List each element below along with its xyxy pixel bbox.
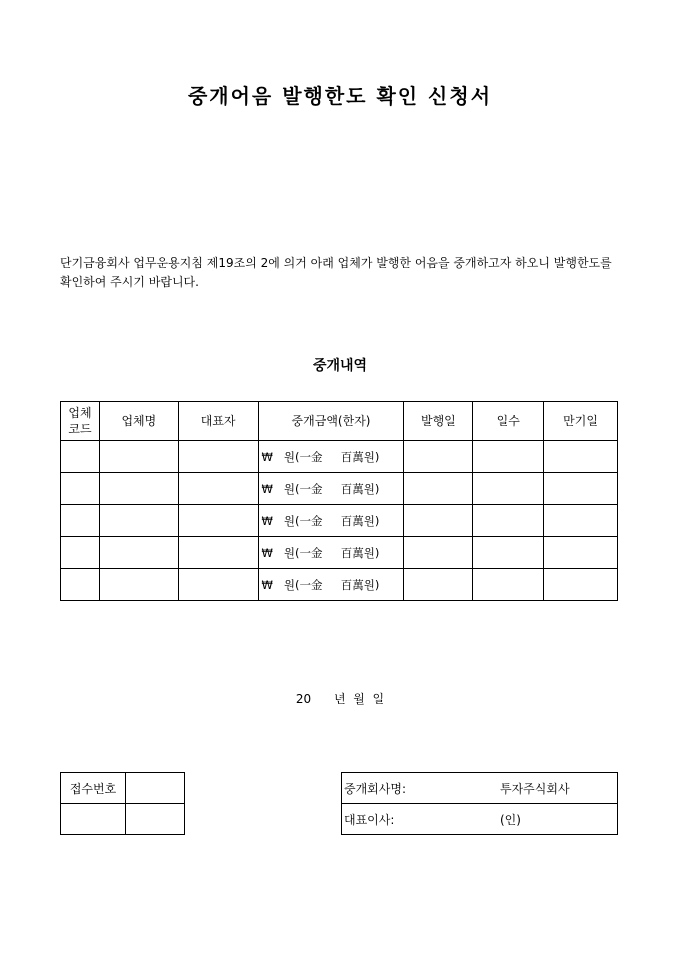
cell-days[interactable] — [473, 441, 544, 473]
cell-company-code[interactable] — [61, 537, 100, 569]
cell-amount[interactable]: ₩ 원(一金 百萬원) — [258, 569, 404, 601]
broker-ceo-label: 대표이사: — [344, 812, 395, 827]
cell-company-code[interactable] — [61, 473, 100, 505]
table-row — [61, 505, 618, 537]
cell-representative[interactable] — [178, 473, 258, 505]
broker-ceo-row — [342, 804, 618, 835]
cell-company-name[interactable] — [99, 441, 178, 473]
header-company-name: 업체명 — [99, 402, 178, 441]
cell-company-code[interactable] — [61, 441, 100, 473]
header-company-code: 업체 코드 — [61, 402, 100, 441]
broker-company-row — [342, 773, 618, 804]
cell-issue-date[interactable] — [404, 505, 473, 537]
broker-seal: (인) — [500, 812, 521, 827]
table-row — [61, 569, 618, 601]
header-representative: 대표자 — [178, 402, 258, 441]
cell-company-name[interactable] — [99, 537, 178, 569]
cell-company-name[interactable] — [99, 473, 178, 505]
receipt-number-label: 접수번호 — [61, 773, 126, 804]
cell-maturity-date[interactable] — [544, 537, 618, 569]
table-row — [61, 537, 618, 569]
cell-representative[interactable] — [178, 537, 258, 569]
cell-representative[interactable] — [178, 441, 258, 473]
cell-issue-date[interactable] — [404, 441, 473, 473]
cell-days[interactable] — [473, 505, 544, 537]
cell-company-code[interactable] — [61, 569, 100, 601]
cell-maturity-date[interactable] — [544, 473, 618, 505]
cell-representative[interactable] — [178, 505, 258, 537]
cell-days[interactable] — [473, 473, 544, 505]
cell-representative[interactable] — [178, 569, 258, 601]
cell-days[interactable] — [473, 537, 544, 569]
header-issue-date: 발행일 — [404, 402, 473, 441]
cell-maturity-date[interactable] — [544, 569, 618, 601]
cell-amount[interactable]: ₩ 원(一金 百萬원) — [258, 505, 404, 537]
cell-maturity-date[interactable] — [544, 441, 618, 473]
section-title: 중개내역 — [312, 358, 368, 374]
cell-days[interactable] — [473, 569, 544, 601]
header-amount: 중개금액(한자) — [258, 402, 404, 441]
broker-company-value: 투자주식회사 — [500, 781, 570, 796]
cell-amount[interactable]: ₩ 원(一金 百萬원) — [258, 473, 404, 505]
cell-maturity-date[interactable] — [544, 505, 618, 537]
broker-info-table — [341, 772, 618, 835]
receipt-blank-cell[interactable] — [61, 804, 126, 835]
header-days: 일수 — [473, 402, 544, 441]
cell-company-code[interactable] — [61, 505, 100, 537]
table-row — [61, 441, 618, 473]
brokerage-table — [60, 401, 618, 601]
receipt-number-value[interactable] — [126, 773, 185, 804]
cell-company-name[interactable] — [99, 505, 178, 537]
intro-paragraph: 단기금융회사 업무운용지침 제19조의 2에 의거 아래 업체가 발행한 어음을 중개하고자 하오니 발행한도를 확인하여 주시기 바랍니다. — [60, 256, 612, 289]
document-title: 중개어음 발행한도 확인 신청서 — [187, 84, 493, 108]
table-row — [61, 473, 618, 505]
broker-company-label: 중개회사명: — [344, 781, 407, 796]
cell-issue-date[interactable] — [404, 473, 473, 505]
cell-company-name[interactable] — [99, 569, 178, 601]
table-header-row — [61, 402, 618, 441]
cell-amount[interactable]: ₩ 원(一金 百萬원) — [258, 537, 404, 569]
cell-issue-date[interactable] — [404, 569, 473, 601]
cell-issue-date[interactable] — [404, 537, 473, 569]
date-line: 20 년 월 일 — [295, 692, 385, 706]
cell-amount[interactable]: ₩ 원(一金 百萬원) — [258, 441, 404, 473]
header-maturity-date: 만기일 — [544, 402, 618, 441]
receipt-number-table — [60, 772, 185, 835]
receipt-blank-cell[interactable] — [126, 804, 185, 835]
